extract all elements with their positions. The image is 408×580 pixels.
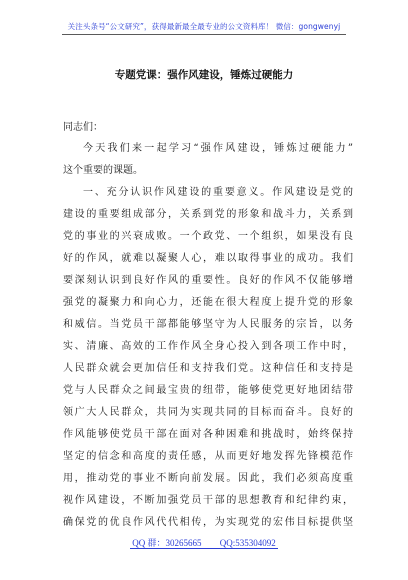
body-line: 作风能够使党员干部在面对各种困难和挑战时，始终保持 [63, 429, 353, 440]
body-line: 这个重要的课题。 [63, 165, 143, 176]
body-line: 强党的凝聚力和向心力，还能在很大程度上提升党的形象 [63, 297, 353, 308]
body-line: 视作风建设，不断加强党员干部的思想教育和纪律约束， [63, 495, 353, 506]
body-line: 党的事业的兴衰成败。一个政党、一个组织，如果没有良 [63, 231, 353, 242]
body-line: 确保党的优良作风代代相传，为实现党的宏伟目标提供坚 [63, 517, 353, 528]
document-body [63, 138, 353, 534]
body-line: 好的作风，就难以凝聚人心，难以取得事业的成功。我们 [63, 253, 353, 264]
body-line: 一、充分认识作风建设的重要意义。作风建设是党的 [83, 187, 353, 198]
body-line: 党与人民群众之间最宝贵的纽带，能够使党更好地团结带 [63, 385, 353, 396]
header-divider [62, 34, 346, 35]
body-line: 和威信。当党员干部都能够坚守为人民服务的宗旨，以务 [63, 319, 353, 330]
body-line: 今天我们来一起学习“强作风建设，锤炼过硬能力” [83, 143, 353, 154]
body-line: 用，推动党的事业不断向前发展。因此，我们必须高度重 [63, 473, 353, 484]
greeting: 同志们： [63, 122, 103, 133]
body-line: 实、清廉、高效的工作作风全身心投入到各项工作中时， [63, 341, 353, 352]
body-line: 人民群众就会更加信任和支持我们党。这种信任和支持是 [63, 363, 353, 374]
document-title: 专题党课：强作风建设，锤炼过硬能力 [114, 69, 294, 81]
header-banner: 关注头条号“公文研究”，获得最新最全最专业的公文资料库！ 微信：gongwenyj [67, 22, 341, 31]
body-line: 坚定的信念和高度的责任感，从而更好地发挥先锋模范作 [63, 451, 353, 462]
footer-qq[interactable]: QQ:535304092 [219, 538, 276, 548]
body-line: 要深刻认识到良好作风的重要性。良好的作风不仅能够增 [63, 275, 353, 286]
body-line: 建设的重要组成部分，关系到党的形象和战斗力，关系到 [63, 209, 353, 220]
footer-qq-group[interactable]: QQ 群：30265665 [132, 538, 202, 548]
body-line: 领广大人民群众，共同为实现共同的目标而奋斗。良好的 [63, 407, 353, 418]
footer-underline [130, 548, 278, 549]
